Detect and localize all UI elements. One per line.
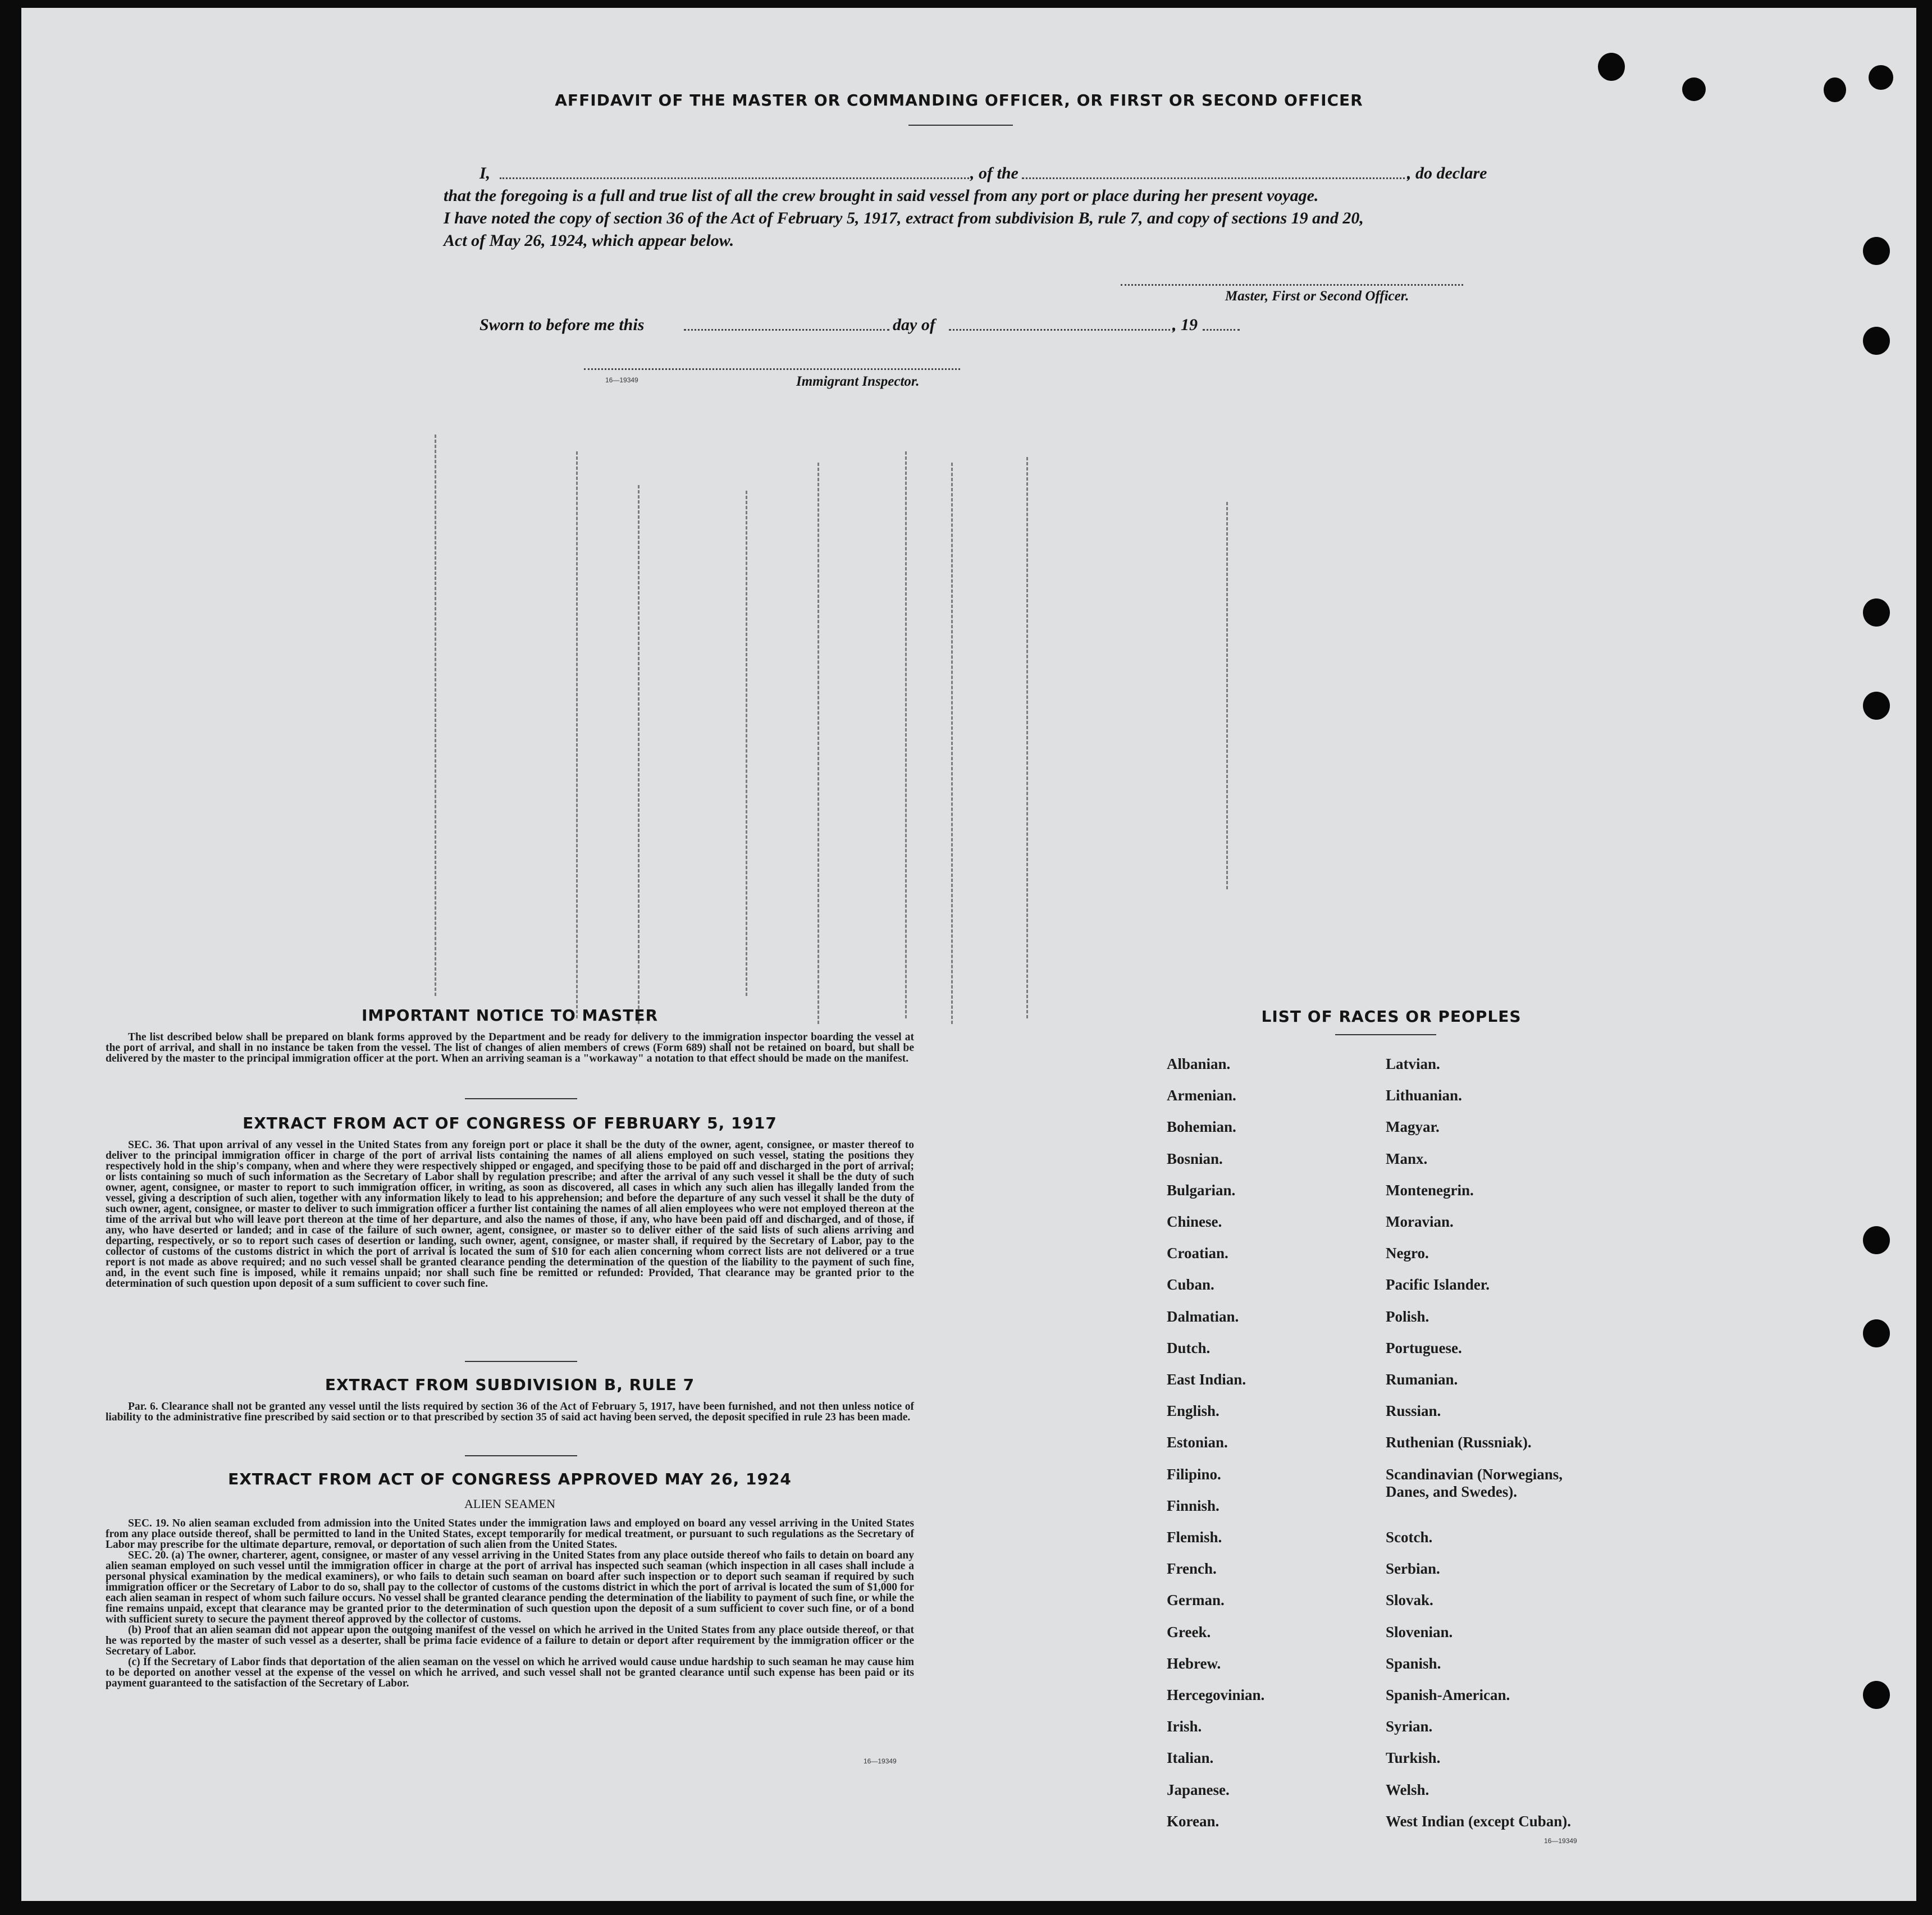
race-item: Dalmatian. xyxy=(1167,1308,1239,1325)
vessel-field[interactable] xyxy=(1022,177,1409,179)
race-item: Hebrew. xyxy=(1167,1655,1221,1672)
extract-1917-text xyxy=(106,1140,914,1289)
affidavit-do-declare: , do declare xyxy=(1407,164,1487,182)
divider xyxy=(908,125,1013,126)
race-item: Filipino. xyxy=(1167,1465,1221,1483)
race-item: Armenian. xyxy=(1167,1087,1236,1104)
extract-1924-text xyxy=(106,1518,914,1689)
form-number: 16—19349 xyxy=(1544,1837,1577,1845)
name-field[interactable] xyxy=(500,177,972,179)
bleed-through-line xyxy=(951,463,953,1024)
race-item: Serbian. xyxy=(1386,1560,1440,1578)
race-item: Scandinavian (Norwegians, Danes, and Swedes). xyxy=(1386,1465,1563,1500)
race-item: Finnish. xyxy=(1167,1497,1220,1514)
race-item: Syrian. xyxy=(1386,1718,1433,1735)
race-item: Bohemian. xyxy=(1167,1118,1236,1136)
race-item: Croatian. xyxy=(1167,1245,1228,1262)
race-item: Slovak. xyxy=(1386,1592,1433,1609)
punch-hole xyxy=(1863,692,1890,720)
section-36-paragraph: SEC. 36. That upon arrival of any vessel in the United States from any foreign port or place it shall be the duty of the owner, agent, consignee, or master thereof to deliver to the principal immigration officer in charge of the port of arrival lists containing the names of all aliens employed on such vessel, stating the positions they respectively hold in the ship's company, when and where they were respectively shipped or engaged, and specifying those to be paid off and discharged in the port of arrival; or lists containing so much of such information as the Secretary of Labor shall by regulation prescribe; and after the arrival of any such vessel it shall be the duty of such owner, agent, consignee, or master to report to such immigration officer, in writing, as soon as discovered, all cases in which any such alien has illegally landed from the vessel, giving a description of such alien, together with any information likely to lead to his apprehension; and before the departure of any such vessel it shall be the duty of such owner, agent, consignee, or master to deliver to such immigration officer a further list containing the names of all alien employees who were not employed thereon at the time of the arrival but who will leave port thereon at the time of her departure, and also the names of those, if any, who have been paid off and discharged, and of those, if any, who have deserted or landed; and in case of the failure of such owner, agent, consignee, or master so to deliver either of the said lists of such aliens arriving and departing, respectively, or so to report such cases of desertion or landing, such owner, agent, consignee, or master shall, if required by the Secretary of Labor, pay to the collector of customs of the customs district in which the port of arrival is located the sum of $10 for each alien concerning whom correct lists are not delivered or a true report is not made as above required; and no such vessel shall be granted clearance pending the determination of the question of the liability to the payment of such fine, and, in the event such fine is imposed, while it remains unpaid; nor shall such fine be remitted or refunded: Provided, That clearance may be granted prior to the determination of such question upon deposit of a sum sufficient to cover such fine. xyxy=(106,1139,914,1290)
affidavit-title: AFFIDAVIT OF THE MASTER OR COMMANDING OFFICER, OR FIRST OR SECOND OFFICER xyxy=(555,91,1363,109)
punch-hole xyxy=(1863,237,1890,265)
sworn-month-field[interactable] xyxy=(949,329,1175,331)
affidavit-line-2: that the foregoing is a full and true list of all the crew brought in said vessel from any port or place during her present voyage. xyxy=(444,186,1319,205)
race-item: Lithuanian. xyxy=(1386,1087,1462,1104)
race-item: Ruthenian (Russniak). xyxy=(1386,1434,1532,1451)
bleed-through-line xyxy=(1026,457,1028,1018)
notice-paragraph: The list described below shall be prepared on blank forms approved by the Department and be ready for delivery to the immigration inspector boarding the vessel at the port of arrival, and shall in no instance be taken from the vessel. The list of changes of alien members of crews (Form 689) shall not be retained on board, but shall be delivered by the master to the principal immigration officer at the port. When an arriving seaman is a "workaway" a notation to that effect should be made on the manifest. xyxy=(106,1031,914,1064)
race-item: Italian. xyxy=(1167,1749,1214,1767)
race-item: Albanian. xyxy=(1167,1055,1231,1072)
affidavit-of-the: , of the xyxy=(970,164,1018,182)
race-item: Hercegovinian. xyxy=(1167,1687,1265,1703)
race-item: Japanese. xyxy=(1167,1781,1230,1798)
sworn-year-field[interactable] xyxy=(1203,329,1240,331)
extract-1917-title: EXTRACT FROM ACT OF CONGRESS OF FEBRUARY 5, 1917 xyxy=(243,1114,777,1132)
race-item: German. xyxy=(1167,1592,1225,1609)
race-item: Moravian. xyxy=(1386,1213,1454,1230)
race-item: Pacific Islander. xyxy=(1386,1276,1490,1294)
race-item: Dutch. xyxy=(1167,1339,1211,1356)
divider xyxy=(465,1361,577,1362)
extract-1924-title: EXTRACT FROM ACT OF CONGRESS APPROVED MAY 26, 1924 xyxy=(228,1470,792,1488)
master-label: Master, First or Second Officer. xyxy=(1225,289,1409,304)
race-item: Welsh. xyxy=(1386,1781,1429,1798)
race-item: Bosnian. xyxy=(1167,1150,1223,1167)
divider xyxy=(465,1455,577,1456)
section-20a-paragraph: SEC. 20. (a) The owner, charterer, agent, consignee, or master of any vessel arriving in the United States from any place outside thereof who fails to detain on board any alien seaman employed on such vessel until the immigration officer in charge at the port of arrival has inspected such seaman (which inspection in all cases shall include a personal physical examination by the medical examiners), or who fails to detain such seaman on board after such inspection or to deport such seaman if required by such immigration officer or the Secretary of Labor to do so, shall pay to the collector of customs of the customs district in which the port of arrival is located the sum of $1,000 for each alien seaman in respect of whom such failure occurs. No vessel shall be granted clearance pending the determination of the liability to payment of such fine, or while the fine remains unpaid, except that clearance may be granted prior to the determination of such question upon the deposit of a sum sufficient to cover such fine, or of a bond with sufficient surety to secure the payment thereof approved by the collector of customs. xyxy=(106,1550,914,1625)
bleed-through-line xyxy=(817,463,819,1024)
alien-seamen-subtitle: ALIEN SEAMEN xyxy=(464,1497,555,1511)
race-item: Montenegrin. xyxy=(1386,1181,1474,1199)
bleed-through-line xyxy=(746,491,747,996)
race-item: Magyar. xyxy=(1386,1118,1440,1136)
race-item: Rumanian. xyxy=(1386,1371,1458,1388)
punch-hole xyxy=(1598,53,1625,81)
punch-hole xyxy=(1863,1681,1890,1709)
divider xyxy=(1335,1034,1436,1035)
master-signature-field[interactable] xyxy=(1121,284,1463,286)
race-item: Irish. xyxy=(1167,1718,1202,1735)
affidavit-line-3: I have noted the copy of section 36 of the Act of February 5, 1917, extract from subdivision B, rule 7, and copy of sections 19 and 20, xyxy=(444,209,1364,227)
sworn-day-field[interactable] xyxy=(684,329,889,331)
section-19-paragraph: SEC. 19. No alien seaman excluded from admission into the United States under the immigration laws and employed on board any vessel arriving in the United States from any place outside thereof, shall be permitted to land in the United States, except temporarily for medical treatment, or pursuant to such regulations as the Secretary of Labor may prescribe for the ultimate departure, removal, or deportation of such alien from the United States. xyxy=(106,1518,914,1551)
section-20c-paragraph: (c) If the Secretary of Labor finds that deportation of the alien seaman on the vessel on which he arrived would cause undue hardship to such seaman he may cause him to be deported on another vessel at the expense of the vessel on which he arrived, and such vessel shall not be granted clearance until such expense has been paid or its payment guaranteed to the satisfaction of the Secretary of Labor. xyxy=(106,1656,914,1689)
race-item: Slovenian. xyxy=(1386,1623,1453,1640)
form-sheet xyxy=(21,8,1916,1901)
bleed-through-line xyxy=(435,435,436,996)
sworn-label: Sworn to before me this xyxy=(479,316,645,334)
section-20b-paragraph: (b) Proof that an alien seaman did not appear upon the outgoing manifest of the vessel on which he arrived in the United States from any place outside thereof, or that he was reported by the master of such vessel as a deserter, shall be prima facie evidence of a failure to detain or deport after requirement by the immigration officer or the Secretary of Labor. xyxy=(106,1624,914,1657)
punch-hole xyxy=(1863,1226,1890,1254)
race-item: Bulgarian. xyxy=(1167,1181,1236,1199)
race-item: Korean. xyxy=(1167,1812,1220,1830)
race-item: Negro. xyxy=(1386,1245,1429,1262)
race-item: Russian. xyxy=(1386,1402,1441,1420)
bleed-through-line xyxy=(638,485,640,1024)
race-item: Spanish-American. xyxy=(1386,1687,1510,1703)
form-number: 16—19349 xyxy=(864,1757,897,1765)
notice-text xyxy=(106,1032,914,1064)
form-number: 16—19349 xyxy=(605,376,638,384)
race-item: West Indian (except Cuban). xyxy=(1386,1812,1572,1830)
race-item: Spanish. xyxy=(1386,1655,1441,1672)
bleed-through-line xyxy=(576,451,578,1018)
divider xyxy=(465,1098,577,1099)
race-item: Portuguese. xyxy=(1386,1339,1462,1356)
race-item: Cuban. xyxy=(1167,1276,1214,1294)
race-item: Turkish. xyxy=(1386,1749,1441,1767)
race-item: Latvian. xyxy=(1386,1055,1440,1072)
race-item: Estonian. xyxy=(1167,1434,1228,1451)
affidavit-line-4: Act of May 26, 1924, which appear below. xyxy=(444,231,734,250)
punch-hole xyxy=(1863,1319,1890,1347)
race-item: Chinese. xyxy=(1167,1213,1222,1230)
race-item: Scotch. xyxy=(1386,1529,1433,1546)
inspector-label: Immigrant Inspector. xyxy=(796,374,920,389)
punch-hole xyxy=(1863,327,1890,355)
inspector-signature-field[interactable] xyxy=(584,368,960,370)
punch-hole xyxy=(1863,598,1890,627)
rule-7-paragraph: Par. 6. Clearance shall not be granted any vessel until the lists required by section 36 of the Act of February 5, 1917, have been furnished, and not then unless notice of liability to the administrative fine prescribed by said section or to that prescribed by section 35 of said act having been served, the deposit specified in rule 23 has been made. xyxy=(106,1401,914,1423)
race-item: Flemish. xyxy=(1167,1529,1222,1546)
notice-title: IMPORTANT NOTICE TO MASTER xyxy=(361,1006,659,1025)
races-title: LIST OF RACES OR PEOPLES xyxy=(1261,1007,1522,1026)
rule-7-title: EXTRACT FROM SUBDIVISION B, RULE 7 xyxy=(325,1375,695,1394)
bleed-through-line xyxy=(1226,502,1228,889)
year-label: , 19 xyxy=(1172,316,1198,334)
race-item: Polish. xyxy=(1386,1308,1429,1325)
rule-7-text xyxy=(106,1401,914,1423)
race-item: Manx. xyxy=(1386,1150,1428,1167)
race-item: Greek. xyxy=(1167,1623,1211,1640)
race-item: East Indian. xyxy=(1167,1371,1246,1388)
race-item: English. xyxy=(1167,1402,1220,1420)
bleed-through-line xyxy=(905,451,907,1018)
affidavit-i: I, xyxy=(479,164,491,182)
punch-hole xyxy=(1869,65,1893,90)
race-item: French. xyxy=(1167,1560,1217,1578)
day-of-label: day of xyxy=(893,316,935,334)
